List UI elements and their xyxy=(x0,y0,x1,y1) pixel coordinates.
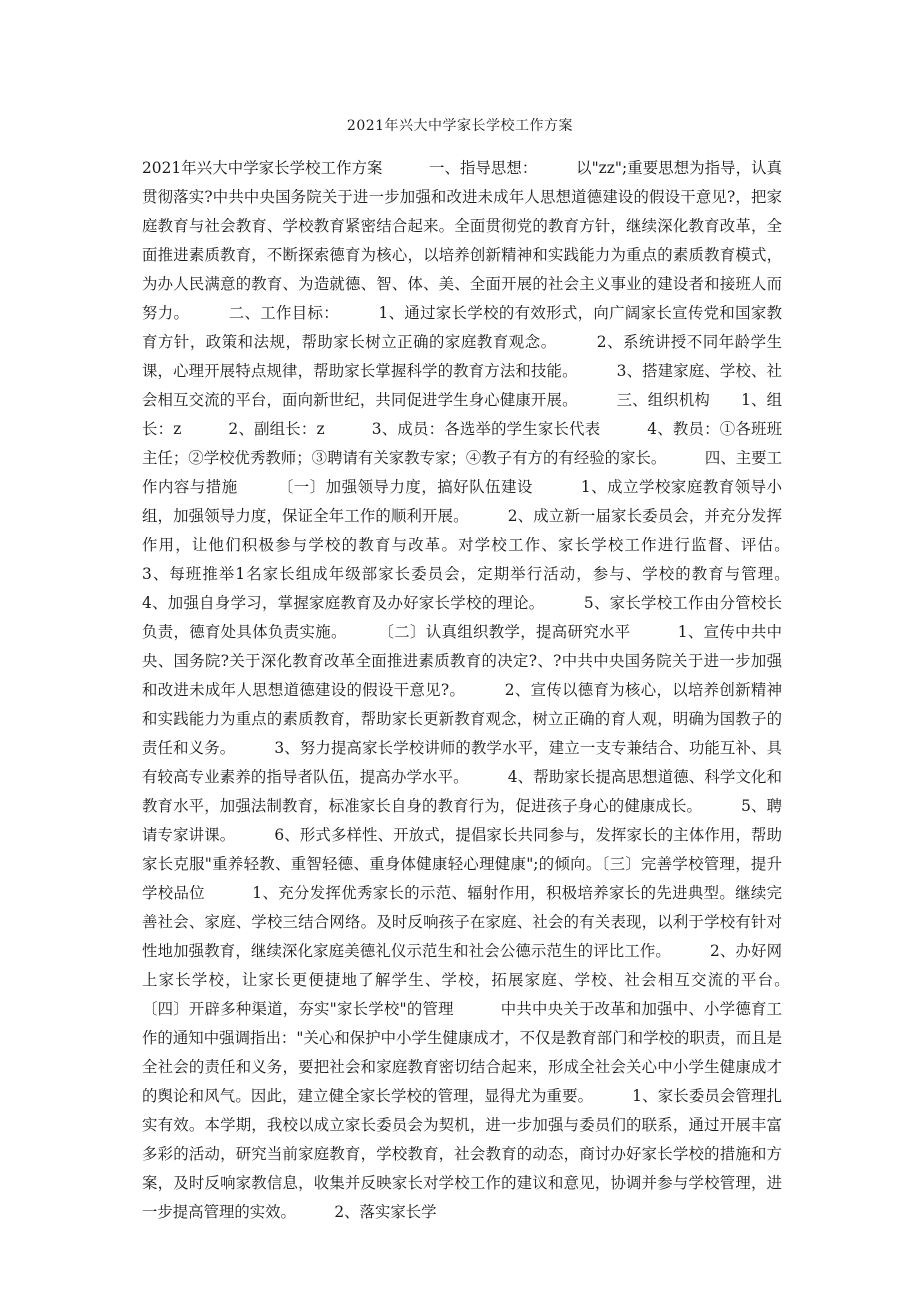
document-title: 2021年兴大中学家长学校工作方案 xyxy=(346,118,574,134)
document-body: 2021年兴大中学家长学校工作方案 一、指导思想： 以"zz";重要思想为指导，认真贯彻落实?中共中央国务院关于进一步加强和改进未成年人思想道德建设的假设干意见?，把家庭教育与社会教育、学校教育紧密结合起来。全面贯彻党的教育方针，继续深化教育改革，全面推进素质教育，不断探索德育为核心，以培养创新精神和实践能力为重点的素质教育模式，为办人民满意的教育、为造就德、智、体、美、全面开展的社会主义事业的建设者和接班人而努力。 二、工作目标： 1、通过家长学校的有效形式，向广阔家长宣传党和国家教育方针，政策和法规，帮助家长树立正确的家庭教育观念。 2、系统讲授不同年龄学生课，心理开展特点规律，帮助家长掌握科学的教育方法和技能。 3、搭建家庭、学校、社会相互交流的平台，面向新世纪，共同促进学生身心健康开展。 三、组织机构 1、组长：z 2、副组长：z 3、成员：各选举的学生家长代表 4、教员：①各班班主任；②学校优秀教师；③聘请有关家教专家；④教子有方的有经验的家长。 四、主要工作内容与措施 〔一〕加强领导力度，搞好队伍建设 1、成立学校家庭教育领导小组，加强领导力度，保证全年工作的顺利开展。 2、成立新一届家长委员会，并充分发挥作用，让他们积极参与学校的教育与改革。对学校工作、家长学校工作进行监督、评估。 3、每班推举1名家长组成年级部家长委员会，定期举行活动，参与、学校的教育与管理。 4、加强自身学习，掌握家庭教育及办好家长学校的理论。 5、家长学校工作由分管校长负责，德育处具体负责实施。 〔二〕认真组织教学，提高研究水平 1、宣传中共中央、国务院?关于深化教育改革全面推进素质教育的决定?、?中共中央国务院关于进一步加强和改进未成年人思想道德建设的假设干意见?。 2、宣传以德育为核心，以培养创新精神和实践能力为重点的素质教育，帮助家长更新教育观念，树立正确的育人观，明确为国教子的责任和义务。 3、努力提高家长学校讲师的教学水平，建立一支专兼结合、功能互补、具有较高专业素养的指导者队伍，提高办学水平。 4、帮助家长提高思想道德、科学文化和教育水平，加强法制教育，标准家长自身的教育行为，促进孩子身心的健康成长。 5、聘请专家讲课。 6、形式多样性、开放式，提倡家长共同参与，发挥家长的主体作用，帮助家长克服"重养轻教、重智轻德、重身体健康轻心理健康";的倾向。〔三〕完善学校管理，提升学校品位 1、充分发挥优秀家长的示范、辐射作用，积极培养家长的先进典型。继续完善社会、家庭、学校三结合网络。及时反响孩子在家庭、社会的有关表现，以利于学校有针对性地加强教育，继续深化家庭美德礼仪示范生和社会公德示范生的评比工作。 2、办好网上家长学校，让家长更便捷地了解学生、学校，拓展家庭、学校、社会相互交流的平台。 〔四〕开辟多种渠道，夯实"家长学校"的管理 中共中央关于改革和加强中、小学德育工作的通知中强调指出："关心和保护中小学生健康成才，不仅是教育部门和学校的职责，而且是全社会的责任和义务，要把社会和家庭教育密切结合起来，形成全社会关心中小学生健康成才的舆论和风气。因此，建立健全家长学校的管理，显得尤为重要。 1、家长委员会管理扎实有效。本学期，我校以成立家长委员会为契机，进一步加强与委员们的联系，通过开展丰富多彩的活动，研究当前家庭教育，学校教育，社会教育的动态，商讨办好家长学校的措施和方案，及时反响家教信息，收集并反映家长对学校工作的建议和意见，协调并参与学校管理，进一步提高管理的实效。 2、落实家长学 xyxy=(142,159,829,1221)
